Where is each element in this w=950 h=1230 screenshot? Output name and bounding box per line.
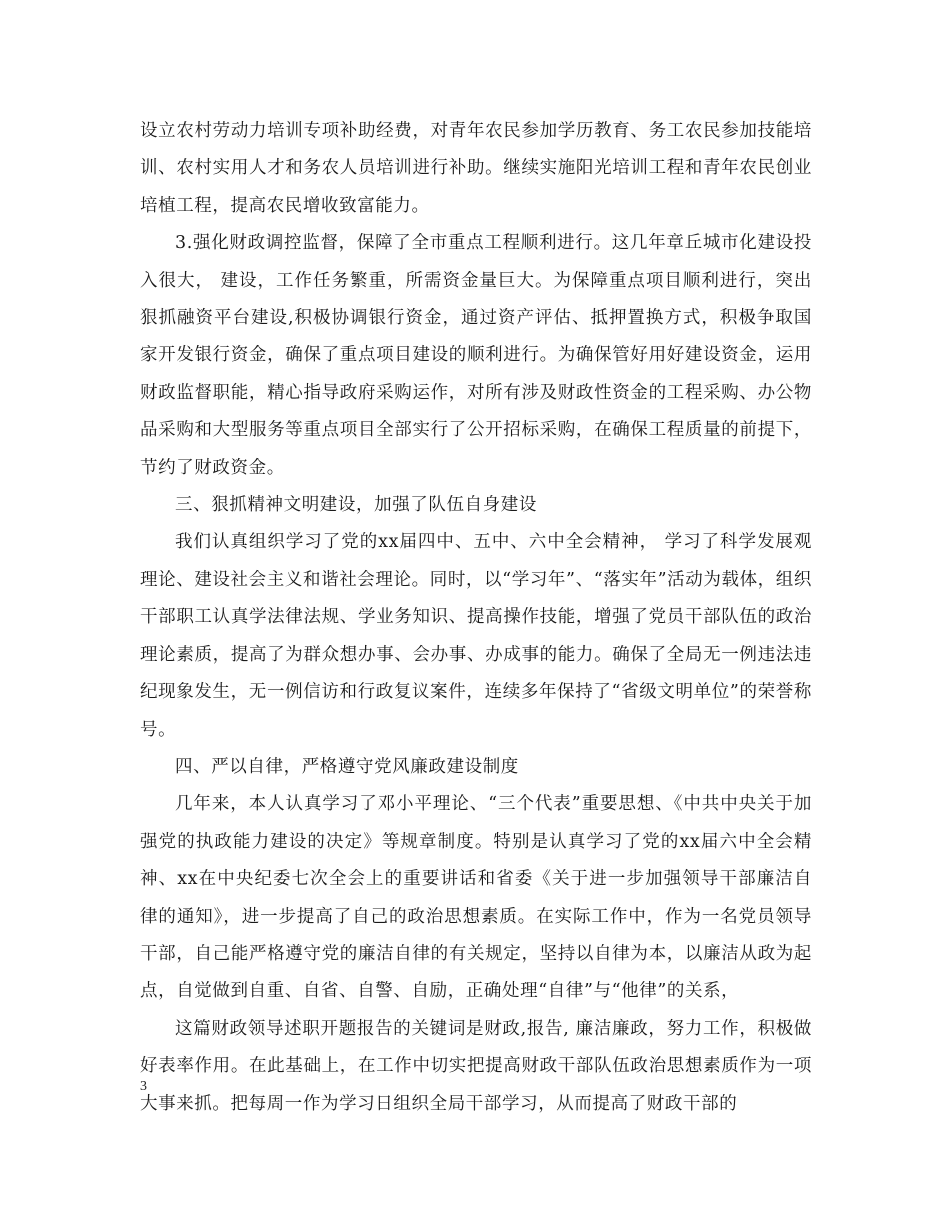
page-number: 3 [140,1079,147,1094]
paragraph-7: 这篇财政领导述职开题报告的关键词是财政,报告, 廉洁廉政，努力工作，积极做好表率作用。在此基础上，在工作中切实把提高财政干部队伍政治思想素质作为一项大事来抓。把每周一作为学习日组织全局干部学习，从而提高了财政干部的 [140,1018,812,1114]
section-heading-3: 三、狠抓精神文明建设，加强了队伍自身建设 [175,495,537,516]
document-body [140,113,812,1123]
paragraph-1: 设立农村劳动力培训专项补助经费，对青年农民参加学历教育、务工农民参加技能培训、农村实用人才和务农人员培训进行补助。继续实施阳光培训工程和青年农民创业培植工程，提高农民增收致富能力。 [140,121,812,216]
paragraph-4: 我们认真组织学习了党的xx届四中、五中、六中全会精神， 学习了科学发展观理论、建设社会主义和谐社会理论。同时，以“学习年”、“落实年”活动为载体，组织干部职工认真学法律法规、学业务知识、提高操作技能，增强了党员干部队伍的政治理论素质，提高了为群众想办事、会办事、办成事的能力。确保了全局无一例违法违纪现象发生，无一例信访和行政复议案件，连续多年保持了“省级文明单位”的荣誉称号。 [140,532,812,740]
paragraph-2: 3.强化财政调控监督，保障了全市重点工程顺利进行。这几年章丘城市化建设投入很大， 建设，工作任务繁重，所需资金量巨大。为保障重点项目顺利进行，突出狠抓融资平台建设,积极协调银行资金，通过资产评估、抵押置换方式，积极争取国家开发银行资金，确保了重点项目建设的顺利进行。为确保管好用好建设资金，运用财政监督职能，精心指导政府采购运作，对所有涉及财政性资金的工程采购、办公物品采购和大型服务等重点项目全部实行了公开招标采购，在确保工程质量的前提下，节约了财政资金。 [140,233,812,478]
paragraph-6: 几年来，本人认真学习了邓小平理论、“三个代表”重要思想、《中共中央关于加强党的执政能力建设的决定》等规章制度。特别是认真学习了党的xx届六中全会精神、xx在中央纪委七次全会上的重要讲话和省委《关于进一步加强领导干部廉洁自律的通知》，进一步提高了自己的政治思想素质。在实际工作中，作为一名党员领导干部，自己能严格遵守党的廉洁自律的有关规定，坚持以自律为本，以廉洁从政为起点，自觉做到自重、自省、自警、自励，正确处理“自律”与“他律”的关系， [140,794,812,1002]
section-heading-4: 四、严以自律，严格遵守党风廉政建设制度 [175,756,519,777]
